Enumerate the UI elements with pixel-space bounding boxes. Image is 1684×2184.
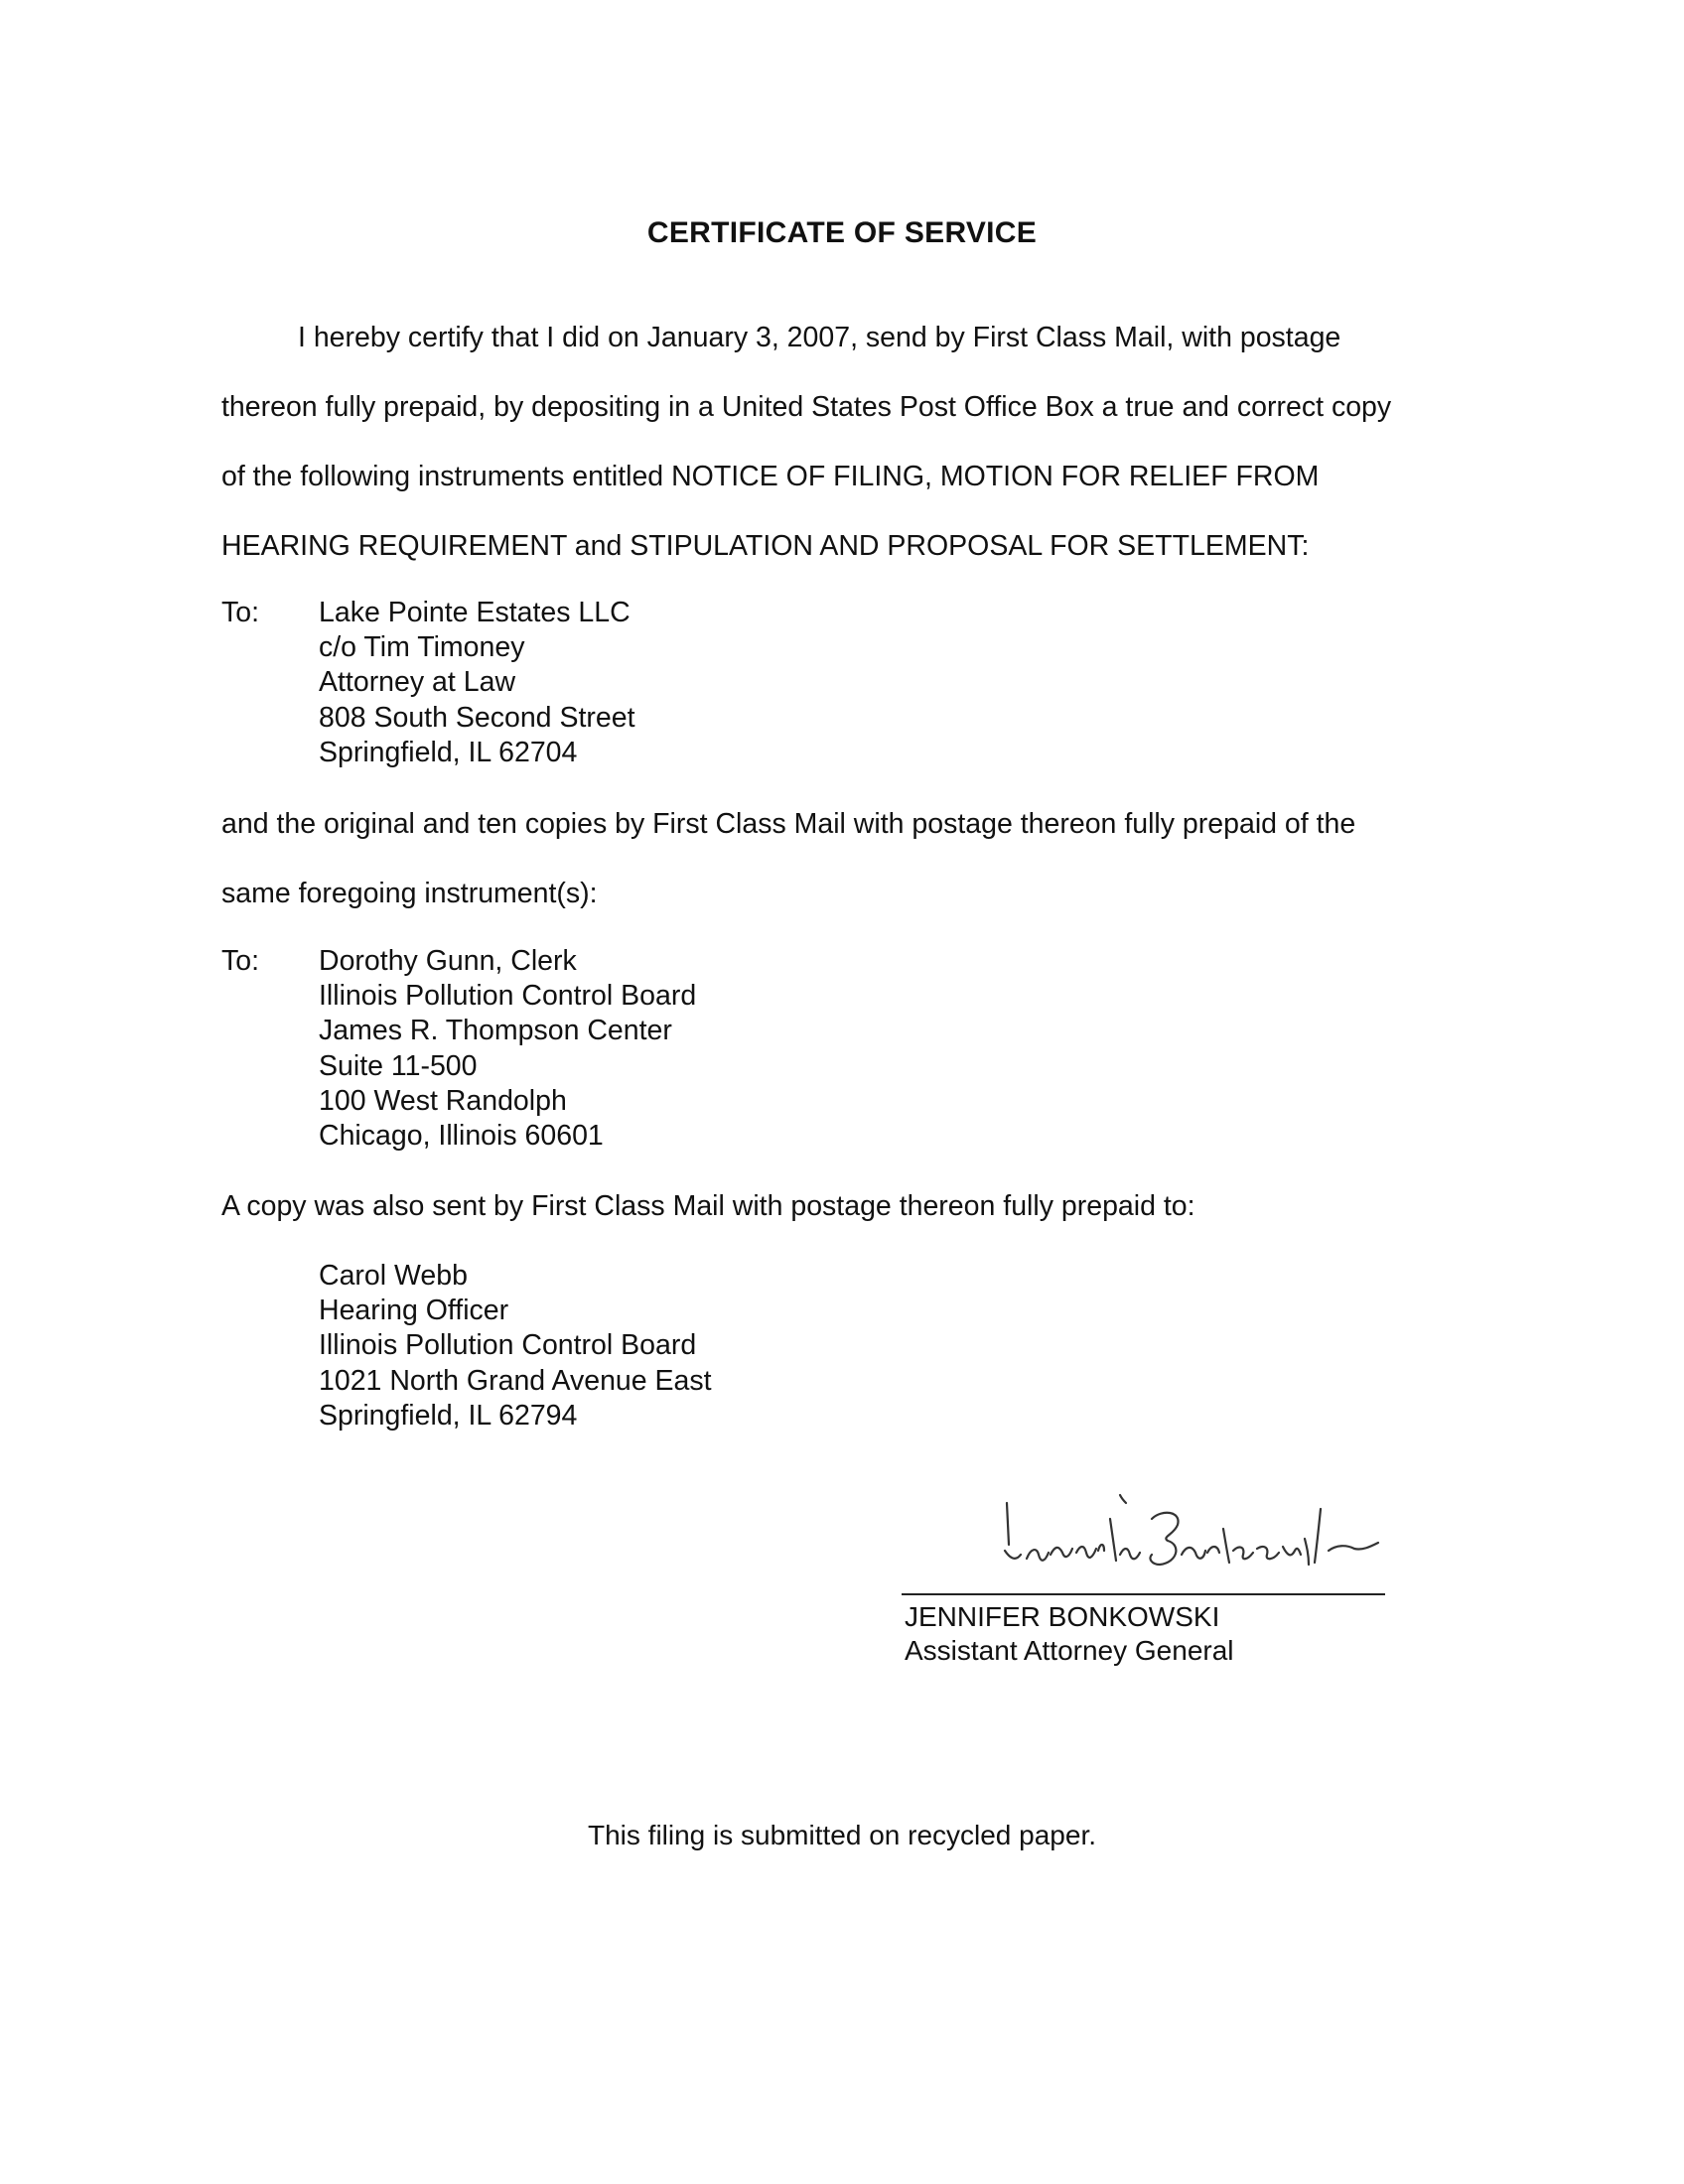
signer-name: JENNIFER BONKOWSKI (905, 1601, 1220, 1632)
address-line: Springfield, IL 62704 (319, 736, 578, 768)
address-line: Springfield, IL 62794 (319, 1399, 578, 1432)
address-line: Carol Webb (319, 1260, 468, 1292)
to-label: To: (221, 945, 260, 977)
address-line: c/o Tim Timoney (319, 631, 525, 664)
address-line: Lake Pointe Estates LLC (319, 597, 631, 628)
address-line: Illinois Pollution Control Board (319, 980, 697, 1013)
original-copies-paragraph (221, 789, 1355, 928)
signer-title: Assistant Attorney General (905, 1635, 1234, 1666)
intro-line: thereon fully prepaid, by depositing in a United States Post Office Box a true and correct copy (221, 391, 1392, 423)
paragraph-line: and the original and ten copies by First Class Mail with postage thereon fully prepaid of the (221, 808, 1356, 840)
intro-paragraph (221, 303, 1391, 581)
paragraph-line: A copy was also sent by First Class Mail with postage thereon fully prepaid to: (221, 1190, 1195, 1222)
address-line: Chicago, Illinois 60601 (319, 1120, 604, 1153)
paragraph-line: same foregoing instrument(s): (221, 878, 598, 909)
address-line: Attorney at Law (319, 666, 516, 699)
document-title: CERTIFICATE OF SERVICE (646, 216, 1038, 249)
intro-line: HEARING REQUIREMENT and STIPULATION AND PROPOSAL FOR SETTLEMENT: (221, 530, 1310, 562)
to-label: To: (221, 597, 260, 628)
signature-line (902, 1593, 1385, 1595)
handwritten-signature (993, 1489, 1420, 1598)
address-line: Hearing Officer (319, 1295, 509, 1327)
recipient-address-hearing-officer (319, 1259, 712, 1433)
intro-line: I hereby certify that I did on January 3, 2007, send by First Class Mail, with postage (298, 322, 1341, 353)
recipient-address-lake-pointe (319, 596, 634, 770)
address-line: 1021 North Grand Avenue East (319, 1364, 712, 1397)
footer-note: This filing is submitted on recycled paper. (587, 1820, 1097, 1850)
address-line: Suite 11-500 (319, 1049, 478, 1082)
address-line: Dorothy Gunn, Clerk (319, 945, 577, 977)
address-line: 100 West Randolph (319, 1084, 567, 1117)
address-line: James R. Thompson Center (319, 1015, 672, 1047)
address-line: Illinois Pollution Control Board (319, 1329, 697, 1362)
recipient-address-clerk (319, 944, 696, 1154)
copy-paragraph (221, 1171, 1195, 1241)
intro-line: of the following instruments entitled NOTICE OF FILING, MOTION FOR RELIEF FROM (221, 461, 1320, 492)
address-line: 808 South Second Street (319, 701, 635, 734)
